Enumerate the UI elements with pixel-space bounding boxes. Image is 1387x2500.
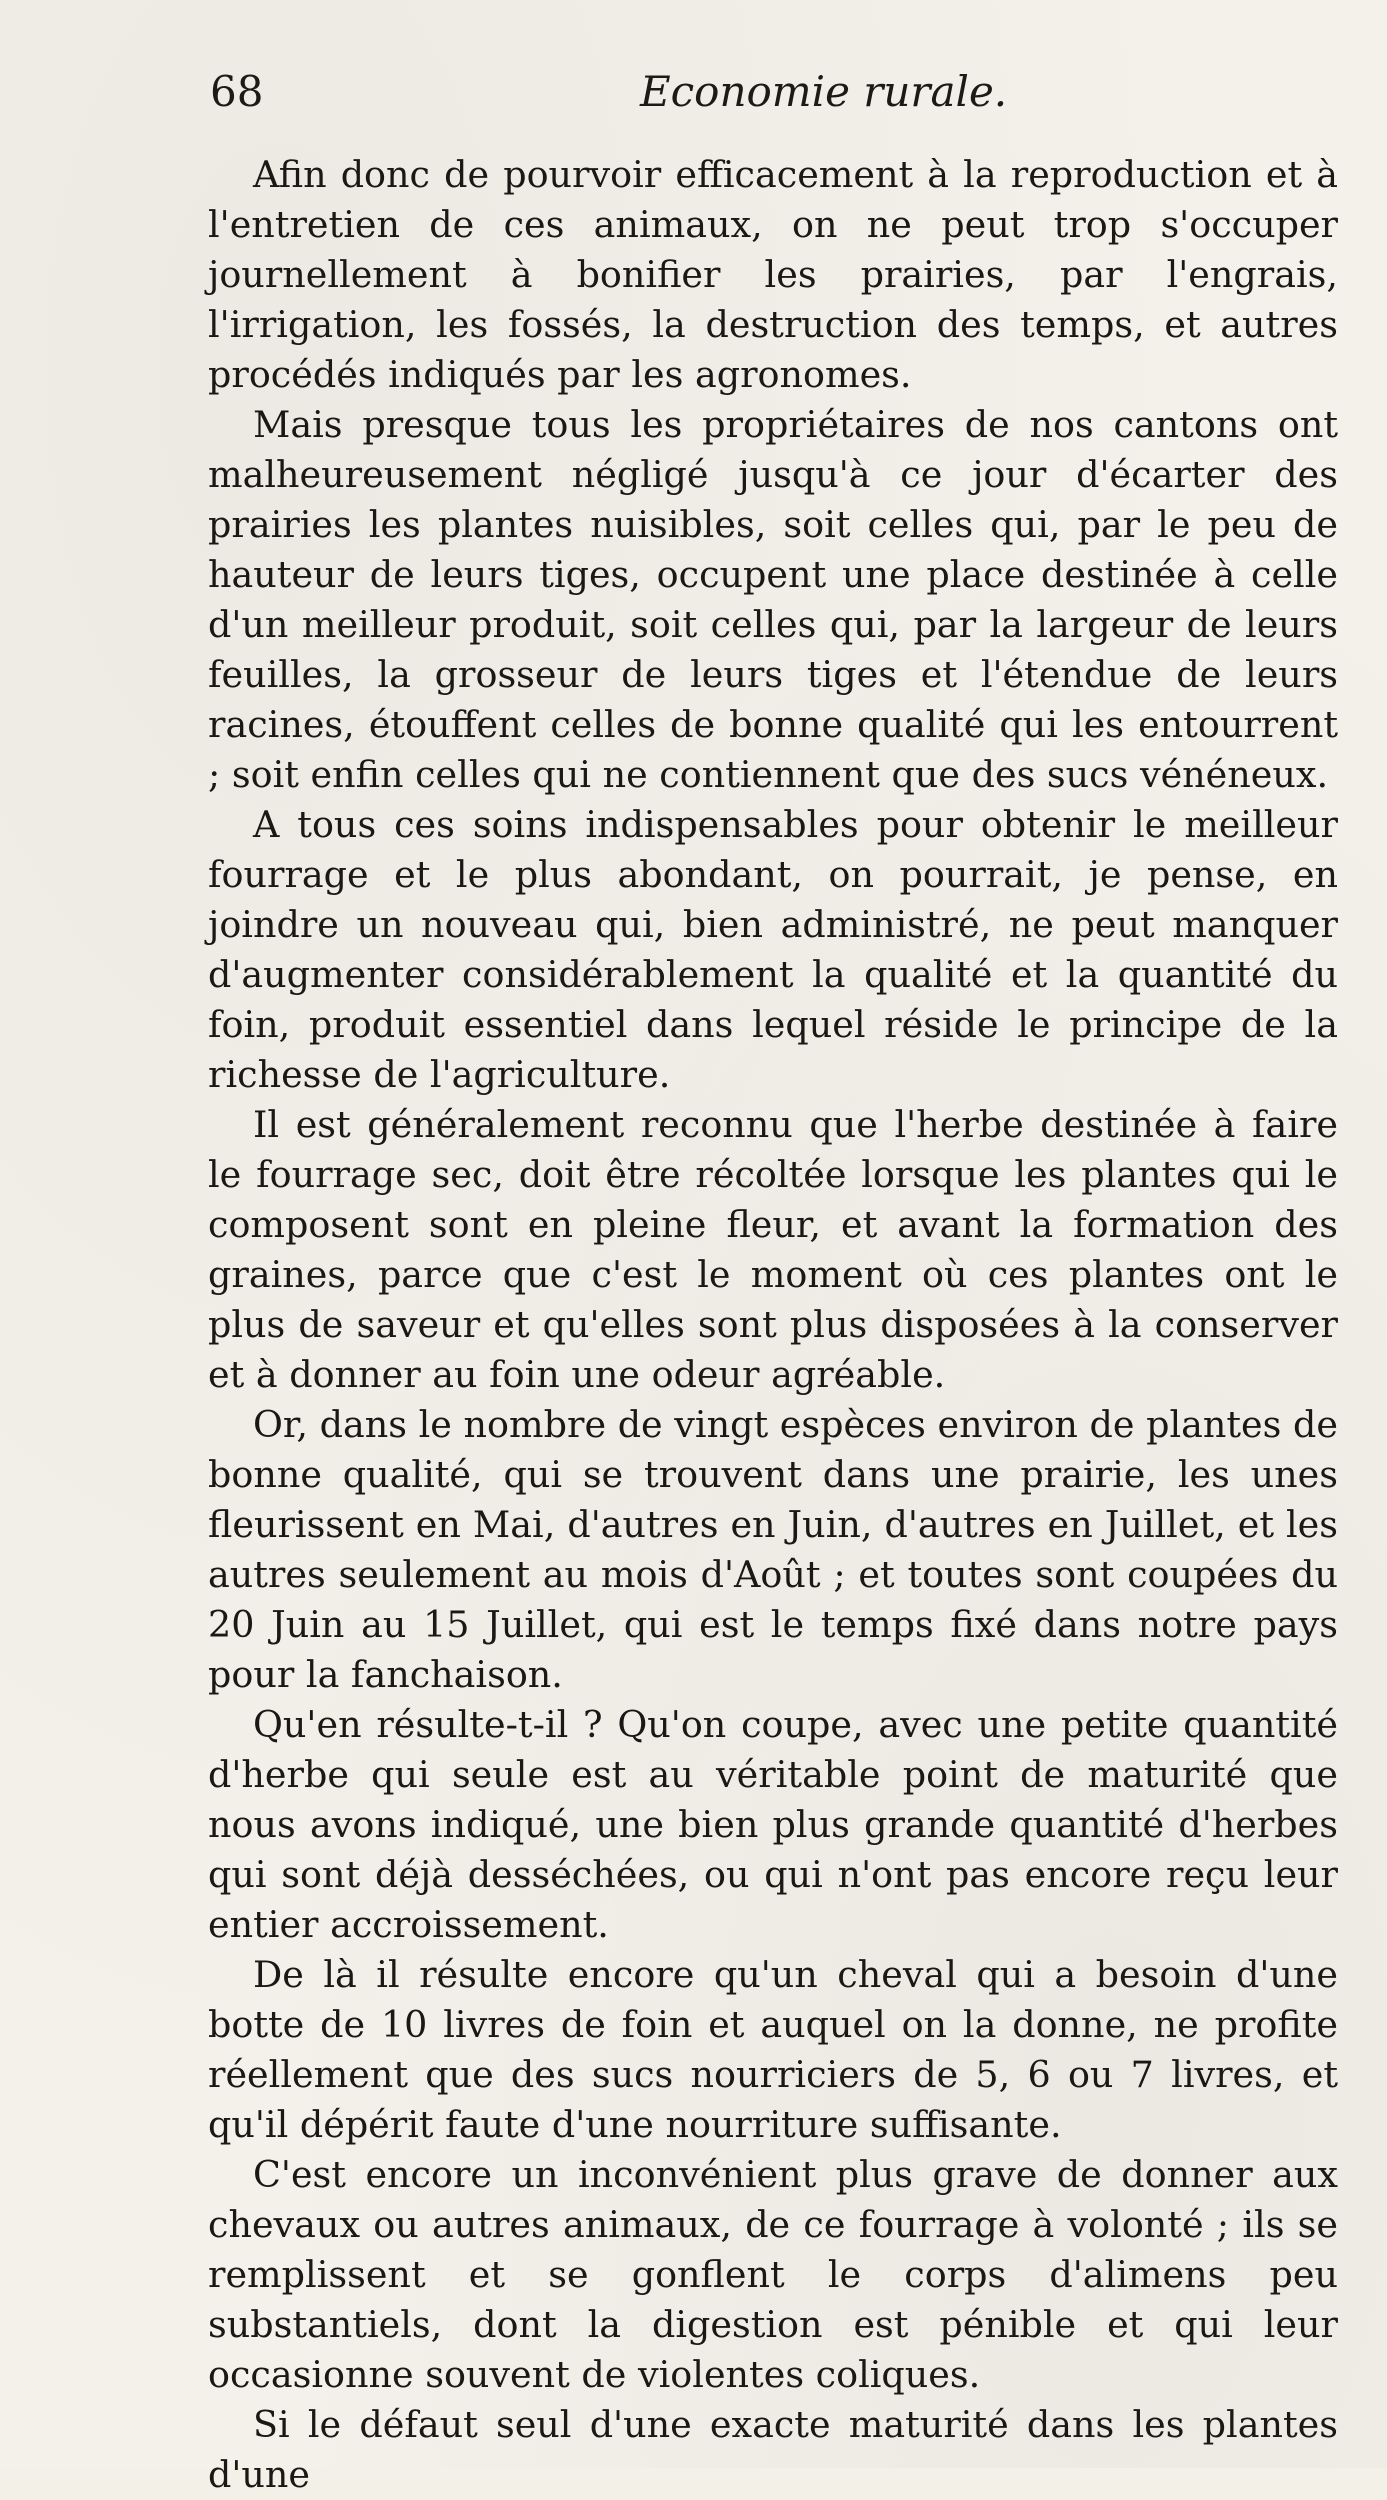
paragraph: De là il résulte encore qu'un cheval qui a besoin d'une botte de 10 livres de foin et auquel on la donne, ne profite réellement que des sucs nourriciers de 5, 6 ou 7 livres, et qu'il dépérit faute d'une nourriture suffisante. <box>208 1953 1338 2146</box>
body-text <box>208 150 1338 2500</box>
paragraph: Si le défaut seul d'une exacte maturité dans les plantes d'une <box>208 2403 1338 2496</box>
paragraph: Or, dans le nombre de vingt espèces environ de plantes de bonne qualité, qui se trouvent dans une prairie, les unes fleurissent en Mai, d'autres en Juin, d'autres en Juillet, et les autres seulement au mois d'Août ; et toutes sont coupées du 20 Juin au 15 Juillet, qui est le temps fixé dans notre pays pour la fanchaison. <box>208 1403 1338 1696</box>
paragraph: Il est généralement reconnu que l'herbe destinée à faire le fourrage sec, doit être récoltée lorsque les plantes qui le composent sont en pleine fleur, et avant la formation des graines, parce que c'est le moment où ces plantes ont le plus de saveur et qu'elles sont plus disposées à la conserver et à donner au foin une odeur agréable. <box>208 1103 1338 1396</box>
paragraph: Mais presque tous les propriétaires de nos cantons ont malheureusement négligé jusqu'à ce jour d'écarter des prairies les plantes nuisibles, soit celles qui, par le peu de hauteur de leurs tiges, occupent une place destinée à celle d'un meilleur produit, soit celles qui, par la largeur de leurs feuilles, la grosseur de leurs tiges et l'étendue de leurs racines, étouffent celles de bonne qualité qui les entourrent ; soit enfin celles qui ne contiennent que des sucs vénéneux. <box>208 403 1338 796</box>
paragraph: C'est encore un inconvénient plus grave de donner aux chevaux ou autres animaux, de ce fourrage à volonté ; ils se remplissent et se gonflent le corps d'alimens peu substantiels, dont la digestion est pénible et qui leur occasionne souvent de violentes coliques. <box>208 2153 1338 2396</box>
paragraph: Afin donc de pourvoir efficacement à la reproduction et à l'entretien de ces animaux, on ne peut trop s'occuper journellement à bonifier les prairies, par l'engrais, l'irrigation, les fossés, la destruction des temps, et autres procédés indiqués par les agronomes. <box>208 153 1338 396</box>
running-title: Economie rurale. <box>640 67 1008 116</box>
paragraph: A tous ces soins indispensables pour obtenir le meilleur fourrage et le plus abondant, on pourrait, je pense, en joindre un nouveau qui, bien administré, ne peut manquer d'augmenter considérablement la qualité et la quantité du foin, produit essentiel dans lequel réside le principe de la richesse de l'agriculture. <box>208 803 1338 1096</box>
page-number: 68 <box>210 67 264 116</box>
page-header <box>210 62 1330 122</box>
paragraph: Qu'en résulte-t-il ? Qu'on coupe, avec une petite quantité d'herbe qui seule est au véritable point de maturité que nous avons indiqué, une bien plus grande quantité d'herbes qui sont déjà desséchées, ou qui n'ont pas encore reçu leur entier accroissement. <box>208 1703 1338 1946</box>
